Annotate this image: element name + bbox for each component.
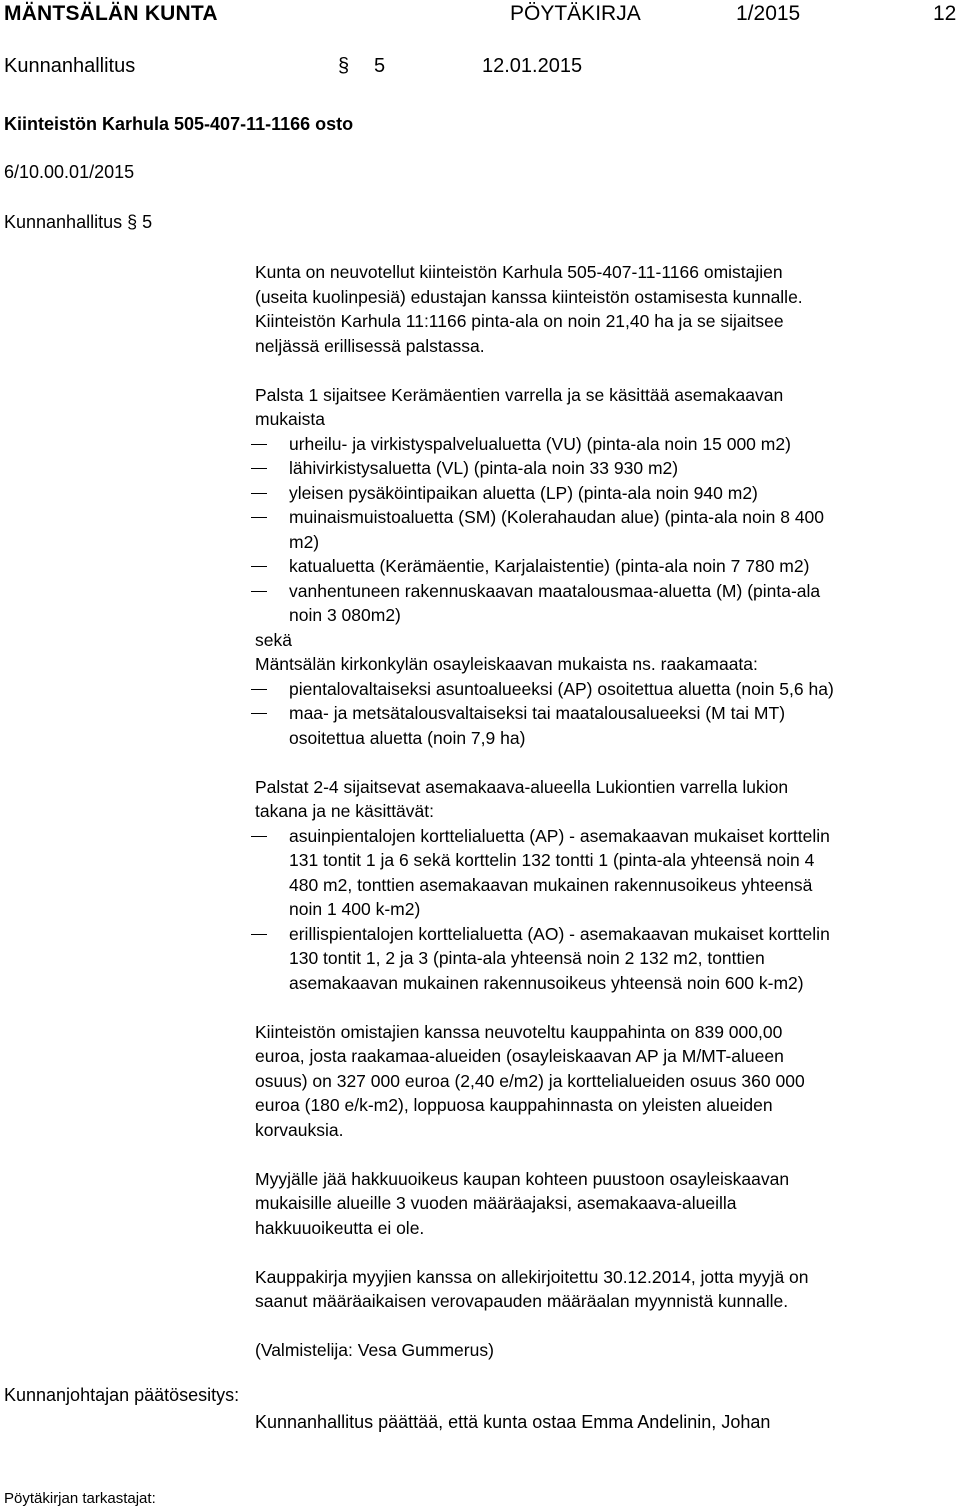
list-item xyxy=(255,701,955,750)
text-line: 480 m2, tonttien asemakaavan mukainen rakennusoikeus yhteensä xyxy=(289,874,813,895)
logging-paragraph xyxy=(255,1167,955,1241)
section-symbol: § xyxy=(338,55,350,77)
text-line: (useita kuolinpesiä) edustajan kanssa kiinteistön ostamisesta kunnalle. xyxy=(255,286,803,307)
text-line: Palstat 2-4 sijaitsevat asemakaava-alueella Lukiontien varrella lukion xyxy=(255,776,789,797)
text-line: muinaismuistoaluetta (SM) (Kolerahaudan alue) (pinta-ala noin 8 400 xyxy=(289,507,825,527)
deed-paragraph xyxy=(255,1265,955,1314)
text-line: katualuetta (Kerämäentie, Karjalaistentie) (pinta-ala noin 7 780 m2) xyxy=(289,556,810,576)
intro-paragraph xyxy=(255,260,955,358)
list-item xyxy=(255,554,955,579)
list-item xyxy=(255,456,955,481)
section-number: 5 xyxy=(374,55,386,77)
text-line: osuus) on 327 000 euroa (2,40 e/m2) ja korttelialueiden osuus 360 000 xyxy=(255,1070,805,1091)
text-line: euroa (180 e/k-m2), loppuosa kauppahinnasta on yleisten alueiden xyxy=(255,1095,773,1115)
text-line: saanut määräaikaisen verovapauden määräalan myynnistä kunnalle. xyxy=(255,1291,789,1311)
text-line: maa- ja metsätalousvaltaiseksi tai maatalousalueeksi (M tai MT) xyxy=(289,703,786,723)
meeting-body: Kunnanhallitus xyxy=(4,55,136,77)
text-line: Kunta on neuvotellut kiinteistön Karhula 505-407-11-1166 omistajien xyxy=(255,262,783,282)
list-item xyxy=(255,579,955,628)
list-item xyxy=(255,922,955,996)
text-line: neljässä erillisessä palstassa. xyxy=(255,335,485,356)
diary-number: 6/10.00.01/2015 xyxy=(4,162,135,182)
text-line: mukaisille alueille 3 vuoden määräajaksi, asemakaava-alueilla xyxy=(255,1193,737,1213)
page-number: 12 xyxy=(933,2,957,25)
list-item xyxy=(255,481,955,506)
price-paragraph xyxy=(255,1020,955,1143)
palsta1-paragraph xyxy=(255,383,955,432)
text-line: korvauksia. xyxy=(255,1119,344,1140)
text-line: noin 3 080m2) xyxy=(289,605,401,625)
text-line: yleisen pysäköintipaikan aluetta (LP) (pinta-ala noin 940 m2) xyxy=(289,482,758,503)
text-line: osoitettua aluetta (noin 7,9 ha) xyxy=(289,727,526,748)
text-line: sekä xyxy=(255,629,292,650)
meeting-date: 12.01.2015 xyxy=(482,55,583,77)
proposal-label: Kunnanjohtajan päätösesitys: xyxy=(4,1385,240,1405)
document-number: 1/2015 xyxy=(736,2,801,25)
text-line: Myyjälle jää hakkuuoikeus kaupan kohteen puustoon osayleiskaavan xyxy=(255,1168,790,1189)
palstat-list xyxy=(255,824,955,996)
text-line: 131 tontit 1 ja 6 sekä korttelin 132 tontti 1 (pinta-ala yhteensä noin 4 xyxy=(289,850,815,870)
text-line: takana ja ne käsittävät: xyxy=(255,801,434,821)
item-body xyxy=(255,260,955,1363)
text-line: Kauppakirja myyjien kanssa on allekirjoitettu 30.12.2014, jotta myyjä on xyxy=(255,1266,809,1287)
palstat-paragraph xyxy=(255,775,955,824)
text-line: m2) xyxy=(289,531,320,552)
text-line: mukaista xyxy=(255,409,326,429)
list-item xyxy=(255,824,955,922)
text-line: euroa, josta raakamaa-alueiden (osayleiskaavan AP ja M/MT-alueen xyxy=(255,1046,784,1066)
text-line: asuinpientalojen korttelialuetta (AP) - asemakaavan mukaiset korttelin xyxy=(289,825,830,846)
palsta1-list xyxy=(255,432,955,628)
text-line: lähivirkistysaluetta (VL) (pinta-ala noin 33 930 m2) xyxy=(289,458,679,478)
text-line: pientalovaltaiseksi asuntoalueeksi (AP) osoitettua aluetta (noin 5,6 ha) xyxy=(289,678,834,699)
text-line: urheilu- ja virkistyspalvelualuetta (VU) (pinta-ala noin 15 000 m2) xyxy=(289,433,791,454)
text-line: asemakaavan mukainen rakennusoikeus yhteensä noin 600 k-m2) xyxy=(289,972,804,993)
text-line: 130 tontit 1, 2 ja 3 (pinta-ala yhteensä noin 2 132 m2, tonttien xyxy=(289,948,765,968)
text-line: vanhentuneen rakennuskaavan maatalousmaa-aluetta (M) (pinta-ala xyxy=(289,580,821,601)
proposal-text: Kunnanhallitus päättää, että kunta ostaa Emma Andelinin, Johan xyxy=(255,1412,771,1432)
text-line: Kiinteistön Karhula 11:1166 pinta-ala on noin 21,40 ha ja se sijaitsee xyxy=(255,311,784,331)
text-line: noin 1 400 k-m2) xyxy=(289,899,421,919)
meeting-reference: Kunnanhallitus § 5 xyxy=(4,212,153,232)
list-item xyxy=(255,505,955,554)
preparer-note: (Valmistelija: Vesa Gummerus) xyxy=(255,1340,494,1360)
text-line: Mäntsälän kirkonkylän osayleiskaavan mukaista ns. raakamaata: xyxy=(255,654,758,674)
text-line: erillispientalojen korttelialuetta (AO) - asemakaavan mukaiset korttelin xyxy=(289,923,830,944)
list-item xyxy=(255,432,955,457)
text-line: Kiinteistön omistajien kanssa neuvoteltu kauppahinta on 839 000,00 xyxy=(255,1021,783,1042)
text-line: hakkuuoikeutta ei ole. xyxy=(255,1217,425,1238)
item-title: Kiinteistön Karhula 505-407-11-1166 osto xyxy=(4,114,354,134)
master-plan-list xyxy=(255,677,955,751)
text-line: Palsta 1 sijaitsee Kerämäentien varrella ja se käsittää asemakaavan xyxy=(255,384,784,405)
list-item xyxy=(255,677,955,702)
document-type: PÖYTÄKIRJA xyxy=(510,2,641,25)
organization-name: MÄNTSÄLÄN KUNTA xyxy=(4,2,218,25)
minutes-checkers-label: Pöytäkirjan tarkastajat: xyxy=(4,1490,156,1507)
